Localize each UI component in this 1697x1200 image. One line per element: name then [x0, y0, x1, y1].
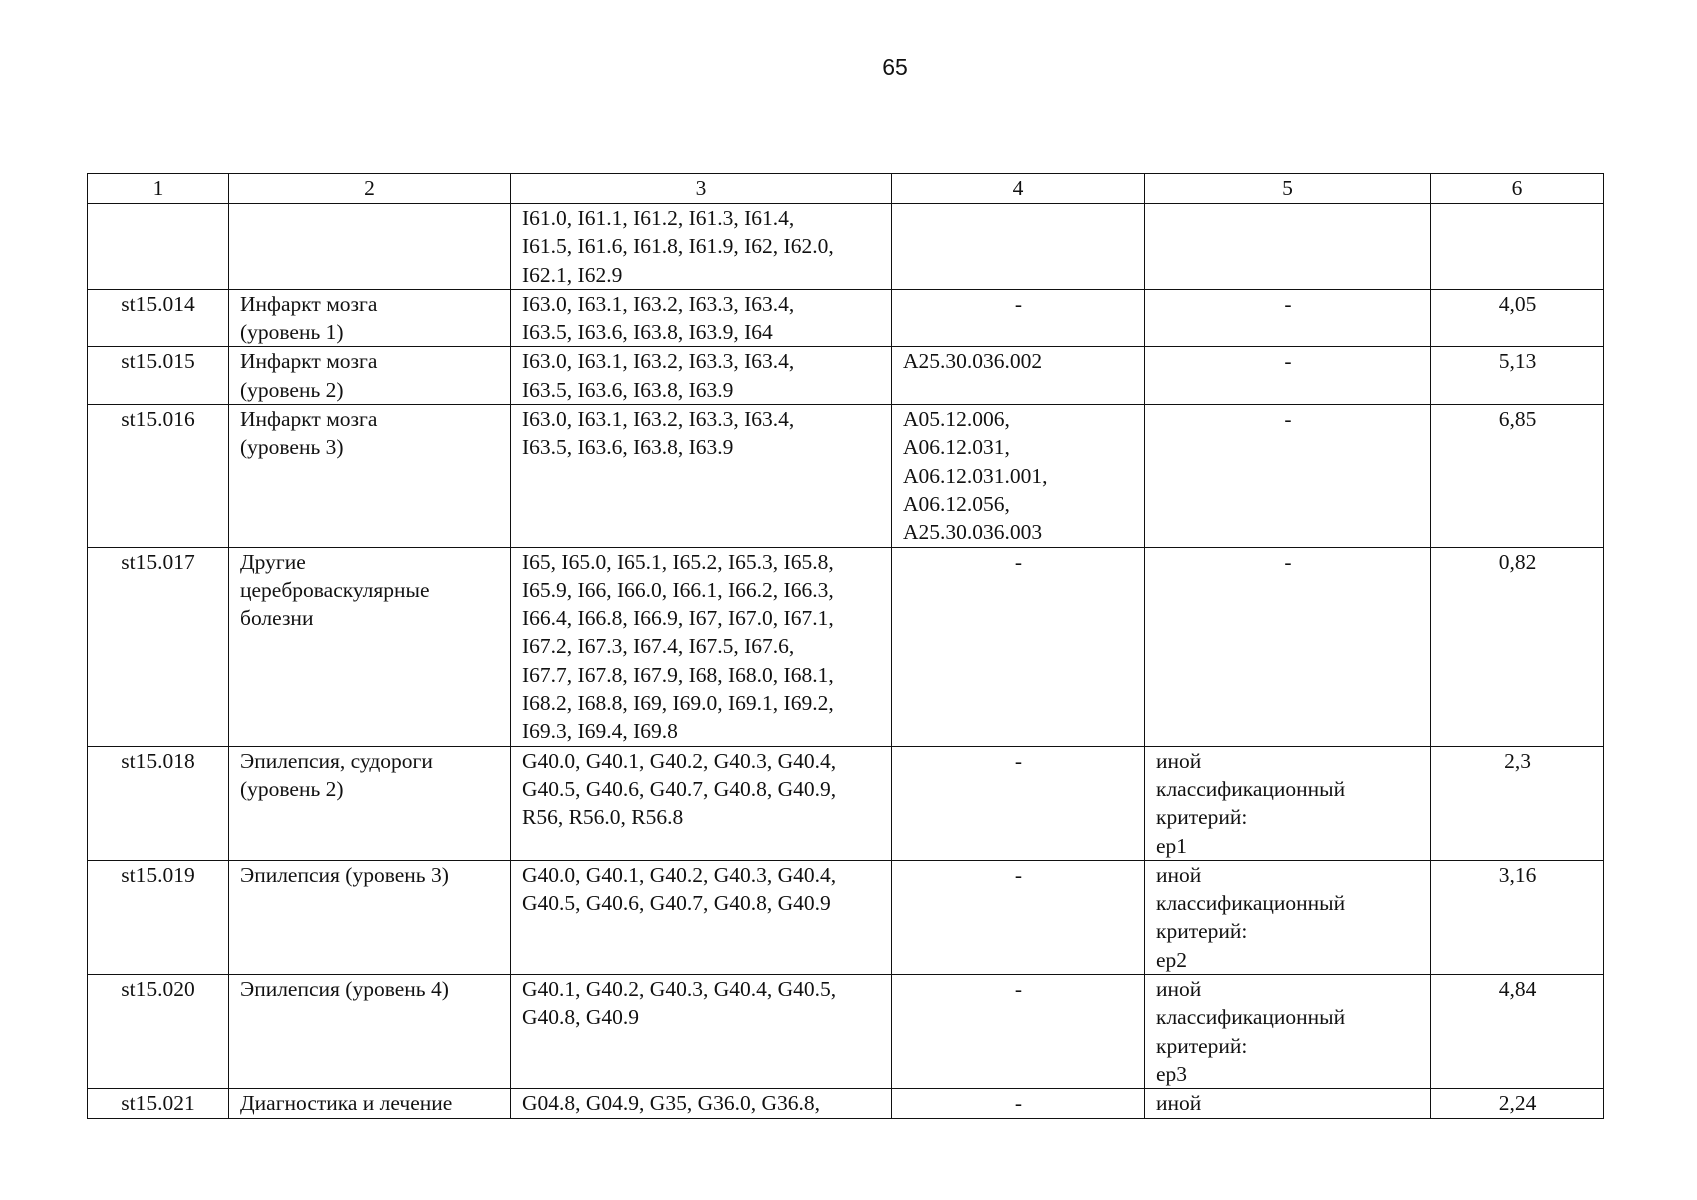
cell-services: -	[892, 289, 1145, 347]
cell-services: -	[892, 975, 1145, 1089]
cell-icd: I63.0, I63.1, I63.2, I63.3, I63.4, I63.5, I63.6, I63.8, I63.9, I64	[511, 289, 892, 347]
cell-coef: 5,13	[1431, 347, 1604, 405]
cell-name: Диагностика и лечение	[229, 1089, 511, 1118]
cell-code: st15.019	[88, 860, 229, 974]
cell-services: -	[892, 547, 1145, 746]
table-row	[88, 547, 1604, 746]
column-header-4: 4	[892, 174, 1145, 204]
column-header-1: 1	[88, 174, 229, 204]
cell-code: st15.021	[88, 1089, 229, 1118]
cell-criteria: иной	[1145, 1089, 1431, 1118]
column-header-6: 6	[1431, 174, 1604, 204]
table-body	[88, 174, 1604, 1119]
cell-criteria	[1145, 204, 1431, 290]
cell-name: Другие цереброваскулярные болезни	[229, 547, 511, 746]
table-row	[88, 347, 1604, 405]
cell-coef: 6,85	[1431, 405, 1604, 547]
cell-icd: I61.0, I61.1, I61.2, I61.3, I61.4, I61.5, I61.6, I61.8, I61.9, I62, I62.0, I62.1, I62.9	[511, 204, 892, 290]
cell-criteria: -	[1145, 347, 1431, 405]
cell-services: A05.12.006, A06.12.031, A06.12.031.001, A06.12.056, A25.30.036.003	[892, 405, 1145, 547]
table-row	[88, 405, 1604, 547]
cell-icd: G40.0, G40.1, G40.2, G40.3, G40.4, G40.5, G40.6, G40.7, G40.8, G40.9	[511, 860, 892, 974]
cell-coef	[1431, 204, 1604, 290]
table-row	[88, 289, 1604, 347]
cell-services: -	[892, 746, 1145, 860]
cell-coef: 4,05	[1431, 289, 1604, 347]
column-header-5: 5	[1145, 174, 1431, 204]
cell-services: A25.30.036.002	[892, 347, 1145, 405]
table-row	[88, 860, 1604, 974]
cell-coef: 2,24	[1431, 1089, 1604, 1118]
cell-code: st15.014	[88, 289, 229, 347]
cell-code: st15.016	[88, 405, 229, 547]
cell-coef: 3,16	[1431, 860, 1604, 974]
cell-services: -	[892, 1089, 1145, 1118]
cell-name	[229, 204, 511, 290]
table-row	[88, 1089, 1604, 1118]
cell-criteria: иной классификационный критерий: ep3	[1145, 975, 1431, 1089]
tariff-table	[87, 173, 1604, 1119]
cell-criteria: -	[1145, 405, 1431, 547]
cell-icd: I65, I65.0, I65.1, I65.2, I65.3, I65.8, I65.9, I66, I66.0, I66.1, I66.2, I66.3, I66.4, I66.8, I66.9, I67, I67.0, I67.1, I67.2, I67.3, I67.4, I67.5, I67.6, I67.7, I67.8, I67.9, I68, I68.0, I68.1, I68.2, I68.8, I69, I69.0, I69.1, I69.2, I69.3, I69.4, I69.8	[511, 547, 892, 746]
cell-icd: G04.8, G04.9, G35, G36.0, G36.8,	[511, 1089, 892, 1118]
cell-code: st15.020	[88, 975, 229, 1089]
cell-coef: 2,3	[1431, 746, 1604, 860]
cell-name: Эпилепсия, судороги (уровень 2)	[229, 746, 511, 860]
table-row	[88, 746, 1604, 860]
cell-code: st15.015	[88, 347, 229, 405]
table-row	[88, 204, 1604, 290]
cell-name: Инфаркт мозга (уровень 1)	[229, 289, 511, 347]
cell-criteria: иной классификационный критерий: ep2	[1145, 860, 1431, 974]
cell-code: st15.017	[88, 547, 229, 746]
column-header-2: 2	[229, 174, 511, 204]
table-row	[88, 975, 1604, 1089]
column-header-3: 3	[511, 174, 892, 204]
cell-criteria: -	[1145, 289, 1431, 347]
cell-name: Эпилепсия (уровень 4)	[229, 975, 511, 1089]
cell-icd: G40.1, G40.2, G40.3, G40.4, G40.5, G40.8, G40.9	[511, 975, 892, 1089]
cell-criteria: -	[1145, 547, 1431, 746]
cell-name: Эпилепсия (уровень 3)	[229, 860, 511, 974]
cell-name: Инфаркт мозга (уровень 2)	[229, 347, 511, 405]
cell-criteria: иной классификационный критерий: ep1	[1145, 746, 1431, 860]
cell-icd: I63.0, I63.1, I63.2, I63.3, I63.4, I63.5, I63.6, I63.8, I63.9	[511, 347, 892, 405]
table-header-row	[88, 174, 1604, 204]
cell-icd: G40.0, G40.1, G40.2, G40.3, G40.4, G40.5, G40.6, G40.7, G40.8, G40.9, R56, R56.0, R56.8	[511, 746, 892, 860]
cell-code: st15.018	[88, 746, 229, 860]
page-number: 65	[882, 54, 908, 80]
cell-coef: 0,82	[1431, 547, 1604, 746]
cell-code	[88, 204, 229, 290]
cell-services	[892, 204, 1145, 290]
cell-services: -	[892, 860, 1145, 974]
cell-name: Инфаркт мозга (уровень 3)	[229, 405, 511, 547]
cell-coef: 4,84	[1431, 975, 1604, 1089]
cell-icd: I63.0, I63.1, I63.2, I63.3, I63.4, I63.5, I63.6, I63.8, I63.9	[511, 405, 892, 547]
